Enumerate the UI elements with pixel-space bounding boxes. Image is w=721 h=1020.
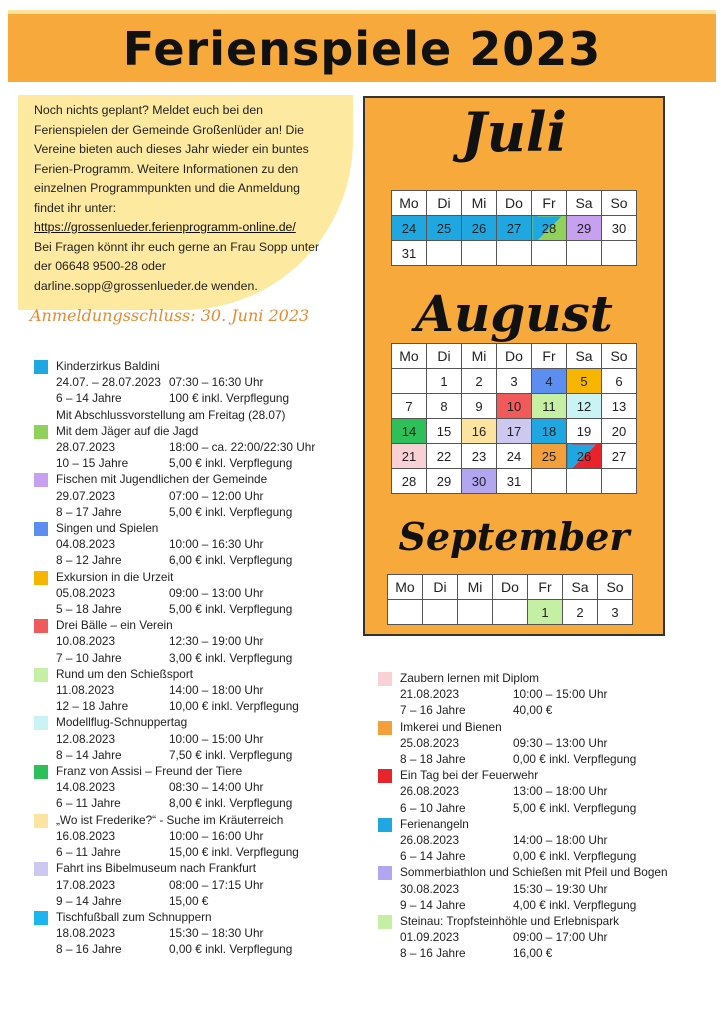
event-date: 12.08.2023 (56, 731, 116, 746)
event-title-row (400, 816, 698, 832)
event-age-row (56, 552, 354, 568)
calendar-day: 24 (497, 444, 532, 469)
event-title: Drei Bälle – ein Verein (56, 618, 173, 633)
event-date: 24.07. – 28.07.2023 (56, 375, 161, 390)
event-date-row (400, 783, 698, 799)
calendar-day: 28 (392, 469, 427, 494)
calendar-day: 18 (532, 419, 567, 444)
event-title-row (400, 913, 698, 929)
event-age-row (56, 504, 354, 520)
weekday-header: Di (423, 575, 458, 600)
weekday-header: Mi (458, 575, 493, 600)
event-title: „Wo ist Frederike?“ - Suche im Kräuterreich (56, 812, 284, 827)
event-time: 10:00 – 15:00 Uhr (169, 731, 264, 746)
calendar-empty-cell (493, 600, 528, 625)
event-item (34, 909, 354, 958)
event-age: 6 – 11 Jahre (56, 845, 121, 860)
weekday-header: Do (493, 575, 528, 600)
event-age-row (400, 751, 698, 767)
event-date: 18.08.2023 (56, 926, 116, 941)
event-item (34, 520, 354, 569)
color-swatch (34, 360, 48, 374)
event-time: 10:00 – 16:00 Uhr (169, 828, 264, 843)
event-age: 8 – 16 Jahre (400, 946, 466, 961)
event-title: Sommerbiathlon und Schießen mit Pfeil und Bogen (400, 865, 668, 880)
event-date: 30.08.2023 (400, 881, 460, 896)
event-title: Ein Tag bei der Feuerwehr (400, 768, 539, 783)
event-age-row (56, 795, 354, 811)
month-title-juli: Juli (461, 100, 567, 164)
calendar-day: 28 (532, 216, 567, 241)
event-price: 40,00 € (513, 703, 553, 718)
calendar-day: 19 (567, 419, 602, 444)
calendar-day: 20 (602, 419, 637, 444)
event-price: 6,00 € inkl. Verpflegung (169, 553, 293, 568)
intro-line: einzelnen Programmpunkten und die Anmeldung (34, 181, 300, 195)
event-time: 10:00 – 16:30 Uhr (169, 537, 264, 552)
intro-line: Ferienspielen der Gemeinde Großenlüder an! Die (34, 122, 304, 137)
color-swatch (34, 619, 48, 633)
event-date: 10.08.2023 (56, 634, 116, 649)
calendar-day: 8 (427, 394, 462, 419)
event-item (34, 471, 354, 520)
event-item (34, 423, 354, 472)
calendar-week (392, 216, 637, 241)
event-price: 7,50 € inkl. Verpflegung (169, 747, 293, 762)
event-title: Mit dem Jäger auf die Jagd (56, 423, 199, 438)
event-title-row (56, 909, 354, 925)
event-title: Tischfußball zum Schnuppern (56, 909, 212, 924)
event-note: Mit Abschlussvorstellung am Freitag (28.07) (56, 407, 286, 422)
weekday-header: Mi (462, 344, 497, 369)
event-item (34, 763, 354, 812)
weekday-header: Mo (392, 344, 427, 369)
intro-box (18, 95, 353, 310)
calendar-day: 17 (497, 419, 532, 444)
event-title-row (56, 714, 354, 730)
event-item (378, 670, 698, 719)
event-age: 10 – 15 Jahre (56, 456, 129, 471)
page-title: Ferienspiele 2023 (122, 22, 602, 76)
event-price: 3,00 € inkl. Verpflegung (169, 650, 293, 665)
event-title: Zaubern lernen mit Diplom (400, 671, 539, 685)
registration-deadline: Anmeldungsschluss: 30. Juni 2023 (30, 306, 310, 325)
weekday-header: Di (427, 191, 462, 216)
event-title-row (400, 767, 698, 783)
event-date: 04.08.2023 (56, 537, 116, 552)
color-swatch (34, 668, 48, 682)
registration-link[interactable]: https://grossenlueder.ferienprogramm-online.de/ (34, 220, 296, 234)
calendar-empty-cell (532, 469, 567, 494)
event-item (34, 358, 354, 423)
title-banner (8, 10, 716, 82)
event-date-row (56, 439, 354, 455)
calendar-day: 3 (598, 600, 633, 625)
event-item (378, 767, 698, 816)
event-title-row (56, 763, 354, 779)
event-time: 12:30 – 19:00 Uhr (169, 634, 264, 649)
calendar-empty-cell (388, 600, 423, 625)
event-age-row (56, 650, 354, 666)
event-price: 10,00 € inkl. Verpflegung (169, 699, 299, 714)
calendar-day: 29 (427, 469, 462, 494)
event-item (34, 569, 354, 618)
calendar-day: 1 (427, 369, 462, 394)
event-date-row (400, 735, 698, 751)
event-title-row (56, 471, 354, 487)
event-time: 08:00 – 17:15 Uhr (169, 877, 264, 892)
event-date-row (56, 731, 354, 747)
calendar-day: 23 (462, 444, 497, 469)
event-title-row (56, 666, 354, 682)
event-age: 6 – 11 Jahre (56, 796, 121, 811)
event-time: 09:00 – 13:00 Uhr (169, 585, 264, 600)
event-title: Imkerei und Bienen (400, 719, 502, 734)
weekday-header: So (602, 191, 637, 216)
event-time: 07:30 – 16:30 Uhr (169, 375, 264, 390)
event-price: 100 € inkl. Verpflegung (169, 391, 290, 406)
color-swatch (34, 765, 48, 779)
month-title-august: August (415, 284, 613, 343)
calendar-day: 11 (532, 394, 567, 419)
event-title-row (56, 520, 354, 536)
weekday-header: Do (497, 344, 532, 369)
event-title-row (56, 860, 354, 876)
event-item (34, 860, 354, 909)
event-date-row (56, 536, 354, 552)
event-age: 7 – 16 Jahre (400, 703, 466, 718)
intro-line: Noch nichts geplant? Meldet euch bei den (34, 103, 264, 117)
event-age: 8 – 12 Jahre (56, 553, 122, 568)
color-swatch (378, 672, 392, 686)
weekday-header: Do (497, 191, 532, 216)
calendar-day: 25 (532, 444, 567, 469)
calendar-week (392, 369, 637, 394)
event-date-row (400, 686, 698, 702)
color-swatch (34, 522, 48, 536)
event-time: 09:30 – 13:00 Uhr (513, 735, 608, 750)
calendar-week (388, 600, 633, 625)
event-date: 28.07.2023 (56, 440, 116, 455)
event-title-row (56, 358, 354, 374)
event-age: 8 – 17 Jahre (56, 504, 122, 519)
event-title: Fahrt ins Bibelmuseum nach Frankfurt (56, 861, 256, 876)
calendar-day: 21 (392, 444, 427, 469)
event-title-row (56, 617, 354, 633)
calendar-empty-cell (427, 241, 462, 266)
event-date-row (56, 374, 354, 390)
event-age: 8 – 18 Jahre (400, 752, 466, 767)
event-age: 5 – 18 Jahre (56, 602, 122, 617)
event-date: 29.07.2023 (56, 488, 116, 503)
color-swatch (378, 769, 392, 783)
event-item (378, 864, 698, 913)
calendar-empty-cell (462, 241, 497, 266)
calendar-day: 13 (602, 394, 637, 419)
color-swatch (34, 716, 48, 730)
event-age-row (56, 698, 354, 714)
event-item (378, 913, 698, 962)
event-age-row (56, 941, 354, 957)
calendar-juli (391, 190, 637, 266)
event-price: 0,00 € inkl. Verpflegung (169, 942, 293, 957)
event-list-right (378, 670, 698, 962)
event-date-row (56, 828, 354, 844)
contact-email: darline.sopp@grossenlueder.de wenden. (34, 278, 258, 293)
event-age: 6 – 14 Jahre (400, 849, 466, 864)
event-age-row (56, 747, 354, 763)
event-title: Franz von Assisi – Freund der Tiere (56, 764, 243, 779)
event-date-row (400, 832, 698, 848)
event-item (378, 816, 698, 865)
event-date: 25.08.2023 (400, 735, 460, 750)
event-age-row (400, 800, 698, 816)
event-price: 15,00 € inkl. Verpflegung (169, 845, 299, 860)
event-title: Ferienangeln (400, 816, 469, 831)
calendar-day: 31 (497, 469, 532, 494)
event-age-row (56, 844, 354, 860)
weekday-header: Fr (532, 191, 567, 216)
event-date-row (56, 682, 354, 698)
event-time: 15:30 – 18:30 Uhr (169, 926, 264, 941)
intro-line: Ferien-Programm. Weitere Informationen zu den (34, 161, 299, 176)
event-title-row (400, 719, 698, 735)
event-list-left (34, 358, 354, 958)
event-time: 08:30 – 14:00 Uhr (169, 780, 264, 795)
intro-text (34, 101, 344, 296)
event-date-row (56, 585, 354, 601)
event-price: 5,00 € inkl. Verpflegung (513, 800, 637, 815)
calendar-day: 2 (563, 600, 598, 625)
calendar-day: 2 (462, 369, 497, 394)
calendar-day: 24 (392, 216, 427, 241)
intro-line: Vereine bieten auch dieses Jahr wieder ein buntes (34, 142, 309, 156)
event-time: 15:30 – 19:30 Uhr (513, 881, 608, 896)
color-swatch (34, 862, 48, 876)
event-date: 26.08.2023 (400, 784, 460, 799)
event-time: 13:00 – 18:00 Uhr (513, 784, 608, 799)
event-date-row (56, 877, 354, 893)
event-age: 8 – 16 Jahre (56, 942, 122, 957)
event-item (34, 617, 354, 666)
calendar-week (392, 469, 637, 494)
event-title: Fischen mit Jugendlichen der Gemeinde (56, 472, 268, 487)
calendar-day: 25 (427, 216, 462, 241)
weekday-header: Sa (563, 575, 598, 600)
intro-line: findet ihr unter: (34, 200, 117, 215)
event-time: 07:00 – 12:00 Uhr (169, 488, 264, 503)
calendar-week (392, 444, 637, 469)
event-age: 6 – 14 Jahre (56, 391, 122, 406)
event-date: 11.08.2023 (56, 683, 115, 698)
event-price: 15,00 € (169, 893, 209, 908)
event-title-row (400, 864, 698, 880)
event-price: 5,00 € inkl. Verpflegung (169, 504, 293, 519)
event-item (378, 719, 698, 768)
calendar-day: 27 (602, 444, 637, 469)
event-title-row (56, 569, 354, 585)
weekday-header: Fr (528, 575, 563, 600)
intro-line: Bei Fragen könnt ihr euch gerne an Frau Sopp unter (34, 239, 320, 254)
weekday-header: Di (427, 344, 462, 369)
event-age-row (56, 601, 354, 617)
calendar-august (391, 343, 637, 494)
event-age-row (56, 390, 354, 406)
calendar-week (392, 419, 637, 444)
calendar-day: 27 (497, 216, 532, 241)
event-title-row (56, 812, 354, 828)
weekday-header: Sa (567, 344, 602, 369)
color-swatch (378, 721, 392, 735)
calendar-week (392, 394, 637, 419)
color-swatch (378, 818, 392, 832)
color-swatch (378, 915, 392, 929)
event-date: 16.08.2023 (56, 828, 116, 843)
event-price: 4,00 € inkl. Verpflegung (513, 897, 637, 912)
calendar-empty-cell (567, 241, 602, 266)
event-title-row (56, 423, 354, 439)
month-title-september: September (398, 514, 630, 559)
calendar-day: 7 (392, 394, 427, 419)
event-date-row (56, 779, 354, 795)
calendar-empty-cell (602, 469, 637, 494)
event-age-row (56, 455, 354, 471)
calendar-empty-cell (458, 600, 493, 625)
color-swatch (378, 866, 392, 880)
event-date: 05.08.2023 (56, 585, 116, 600)
event-age: 9 – 14 Jahre (400, 897, 466, 912)
intro-line: der 06648 9500-28 oder (34, 259, 166, 273)
event-time: 10:00 – 15:00 Uhr (513, 687, 608, 702)
calendar-day: 4 (532, 369, 567, 394)
calendar-empty-cell (532, 241, 567, 266)
color-swatch (34, 814, 48, 828)
event-date-row (56, 488, 354, 504)
event-date: 26.08.2023 (400, 833, 460, 848)
weekday-header: So (598, 575, 633, 600)
event-price: 16,00 € (513, 946, 553, 961)
calendar-empty-cell (392, 369, 427, 394)
event-note-row (56, 407, 354, 423)
calendar-empty-cell (567, 469, 602, 494)
weekday-header: Mo (392, 191, 427, 216)
event-age: 7 – 10 Jahre (56, 650, 122, 665)
event-date-row (400, 881, 698, 897)
calendar-day: 26 (567, 444, 602, 469)
calendar-day: 31 (392, 241, 427, 266)
event-date-row (56, 633, 354, 649)
event-title: Modellflug-Schnuppertag (56, 715, 188, 730)
color-swatch (34, 425, 48, 439)
event-title: Singen und Spielen (56, 521, 159, 536)
calendar-panel (363, 96, 665, 636)
calendar-day: 9 (462, 394, 497, 419)
weekday-header: Fr (532, 344, 567, 369)
event-title: Steinau: Tropfsteinhöhle und Erlebnispark (400, 914, 620, 929)
event-age: 8 – 14 Jahre (56, 747, 122, 762)
event-age-row (56, 893, 354, 909)
event-age-row (400, 848, 698, 864)
calendar-day: 3 (497, 369, 532, 394)
event-date: 21.08.2023 (400, 687, 460, 702)
event-price: 0,00 € inkl. Verpflegung (513, 752, 637, 767)
calendar-week (392, 241, 637, 266)
event-date: 14.08.2023 (56, 780, 116, 795)
calendar-day: 5 (567, 369, 602, 394)
event-age: 12 – 18 Jahre (56, 699, 129, 714)
event-time: 18:00 – ca. 22:00/22:30 Uhr (169, 440, 316, 455)
event-item (34, 666, 354, 715)
calendar-day: 10 (497, 394, 532, 419)
color-swatch (34, 571, 48, 585)
event-price: 5,00 € inkl. Verpflegung (169, 602, 293, 617)
event-title: Rund um den Schießsport (56, 666, 194, 681)
event-age: 6 – 10 Jahre (400, 800, 466, 815)
event-date: 01.09.2023 (400, 930, 460, 945)
event-item (34, 714, 354, 763)
calendar-day: 15 (427, 419, 462, 444)
event-price: 0,00 € inkl. Verpflegung (513, 849, 637, 864)
event-date-row (56, 925, 354, 941)
event-age: 9 – 14 Jahre (56, 893, 122, 908)
calendar-empty-cell (602, 241, 637, 266)
event-date: 17.08.2023 (56, 877, 116, 892)
calendar-september (387, 574, 633, 625)
event-item (34, 812, 354, 861)
event-age-row (400, 702, 698, 718)
calendar-day: 29 (567, 216, 602, 241)
calendar-day: 30 (602, 216, 637, 241)
calendar-day: 16 (462, 419, 497, 444)
weekday-header: Mo (388, 575, 423, 600)
event-time: 14:00 – 18:00 Uhr (513, 833, 608, 848)
calendar-day: 12 (567, 394, 602, 419)
calendar-empty-cell (423, 600, 458, 625)
calendar-day: 6 (602, 369, 637, 394)
calendar-day: 22 (427, 444, 462, 469)
event-title: Exkursion in die Urzeit (56, 569, 174, 584)
calendar-empty-cell (497, 241, 532, 266)
event-age-row (400, 945, 698, 961)
event-price: 8,00 € inkl. Verpflegung (169, 796, 293, 811)
event-age-row (400, 897, 698, 913)
weekday-header: So (602, 344, 637, 369)
event-time: 09:00 – 17:00 Uhr (513, 930, 608, 945)
calendar-day: 26 (462, 216, 497, 241)
event-time: 14:00 – 18:00 Uhr (169, 683, 264, 698)
weekday-header: Sa (567, 191, 602, 216)
color-swatch (34, 911, 48, 925)
event-date-row (400, 929, 698, 945)
calendar-day: 1 (528, 600, 563, 625)
event-title: Kinderzirkus Baldini (56, 359, 160, 373)
event-title-row (400, 670, 698, 686)
event-price: 5,00 € inkl. Verpflegung (169, 456, 293, 471)
calendar-day: 14 (392, 419, 427, 444)
weekday-header: Mi (462, 191, 497, 216)
color-swatch (34, 473, 48, 487)
calendar-day: 30 (462, 469, 497, 494)
